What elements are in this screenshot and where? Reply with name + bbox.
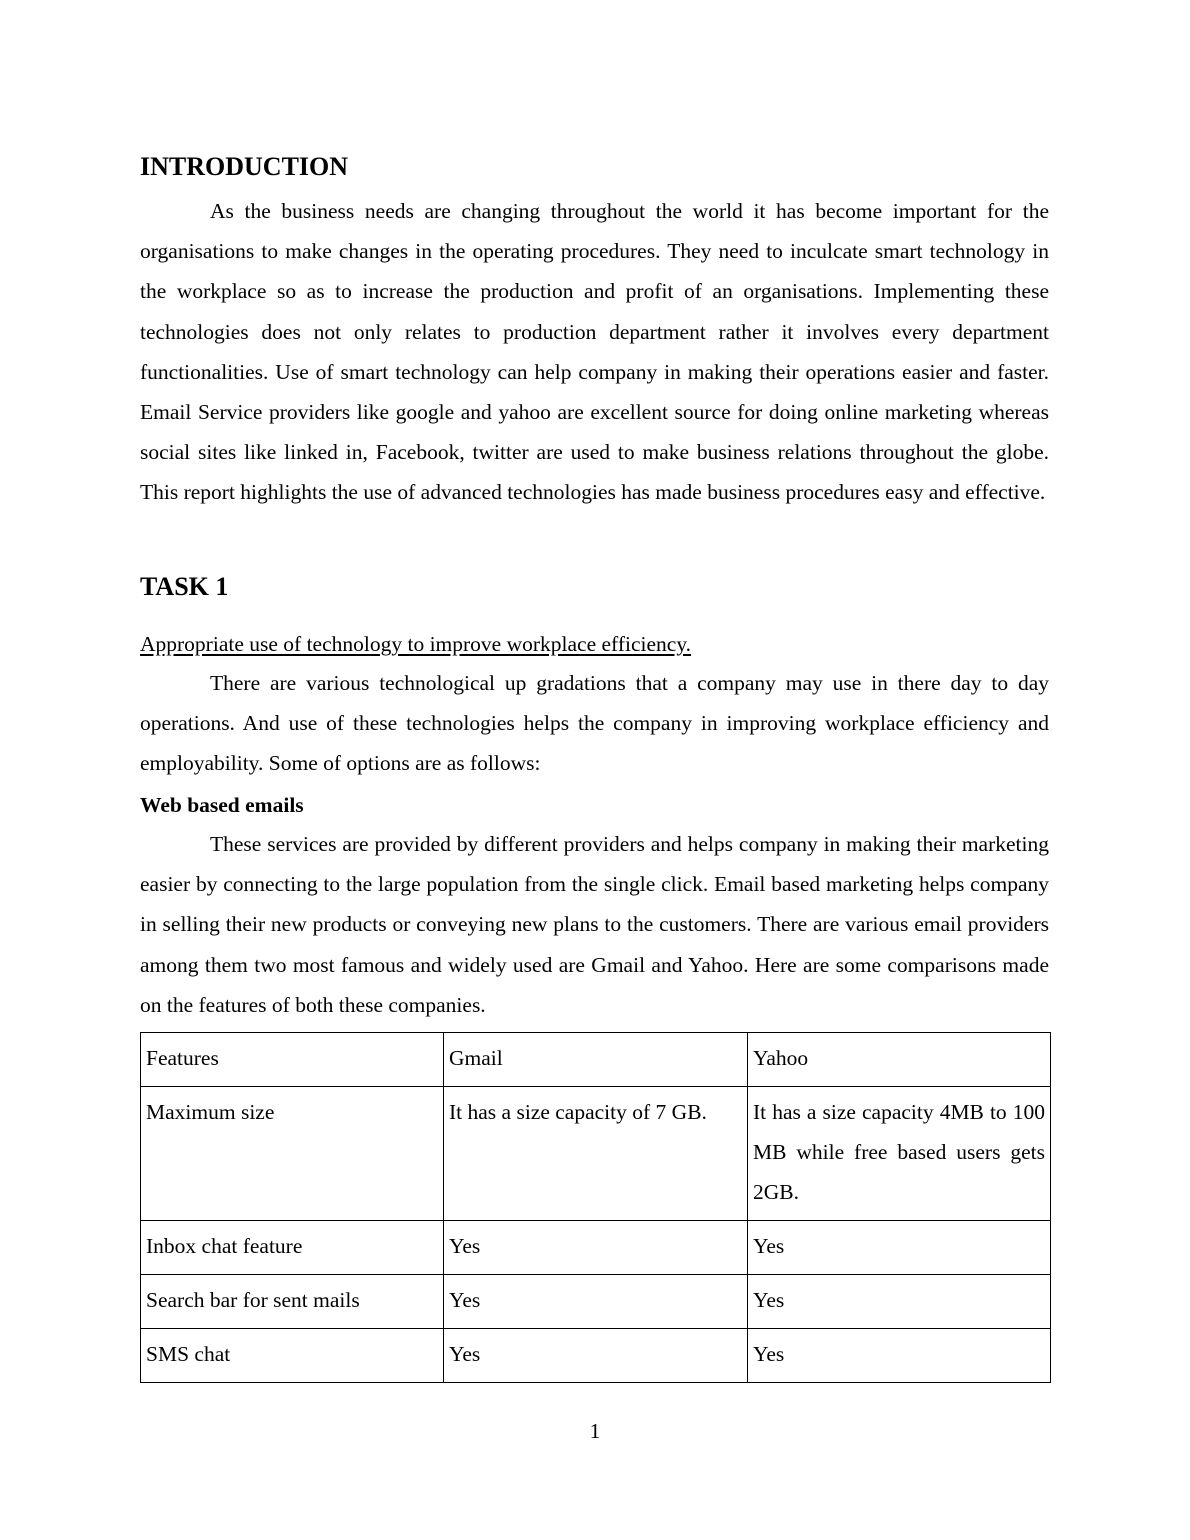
table-cell: Yes: [444, 1221, 748, 1275]
comparison-table: [140, 1032, 1051, 1383]
table-header-row: [141, 1033, 1051, 1087]
table-row: [141, 1329, 1051, 1383]
table-header-cell: Features: [141, 1033, 444, 1087]
task1-heading: TASK 1: [140, 572, 229, 601]
table-header-cell: Yahoo: [748, 1033, 1051, 1087]
table-cell: It has a size capacity 4MB to 100 MB while free based users gets 2GB.: [748, 1087, 1051, 1221]
table-cell: Yes: [748, 1221, 1051, 1275]
task1-subheading: Appropriate use of technology to improve workplace efficiency.: [140, 632, 692, 656]
table-header-cell: Gmail: [444, 1033, 748, 1087]
web-based-emails-paragraph: These services are provided by different providers and helps company in making their marketing easier by connecting to the large population from the single click. Email based marketing helps company in selling their new products or conveying new plans to the customers. There are various email providers among them two most famous and widely used are Gmail and Yahoo. Here are some comparisons made on the features of both these companies.: [140, 832, 1049, 1017]
table-cell: SMS chat: [141, 1329, 444, 1383]
page-number: 1: [589, 1419, 601, 1443]
table-cell: Yes: [748, 1275, 1051, 1329]
web-based-emails-title: Web based emails: [140, 793, 304, 817]
table-row: [141, 1087, 1051, 1221]
table-cell: Maximum size: [141, 1087, 444, 1221]
table-cell: Inbox chat feature: [141, 1221, 444, 1275]
table-cell: Yes: [444, 1275, 748, 1329]
introduction-paragraph: As the business needs are changing throughout the world it has become important for the organisations to make changes in the operating procedures. They need to inculcate smart technology in the workplace so as to increase the production and profit of an organisations. Implementing these technologies does not only relates to production department rather it involves every department functionalities. Use of smart technology can help company in making their operations easier and faster. Email Service providers like google and yahoo are excellent source for doing online marketing whereas social sites like linked in, Facebook, twitter are used to make business relations throughout the globe. This report highlights the use of advanced technologies has made business procedures easy and effective.: [140, 199, 1049, 505]
task1-paragraph: There are various technological up gradations that a company may use in there day to day operations. And use of these technologies helps the company in improving workplace efficiency and employability. Some of options are as follows:: [140, 671, 1049, 776]
introduction-heading: INTRODUCTION: [140, 152, 349, 181]
table-row: [141, 1275, 1051, 1329]
table-cell: Search bar for sent mails: [141, 1275, 444, 1329]
table-cell: Yes: [748, 1329, 1051, 1383]
table-cell: Yes: [444, 1329, 748, 1383]
table-cell: It has a size capacity of 7 GB.: [444, 1087, 748, 1221]
table-row: [141, 1221, 1051, 1275]
